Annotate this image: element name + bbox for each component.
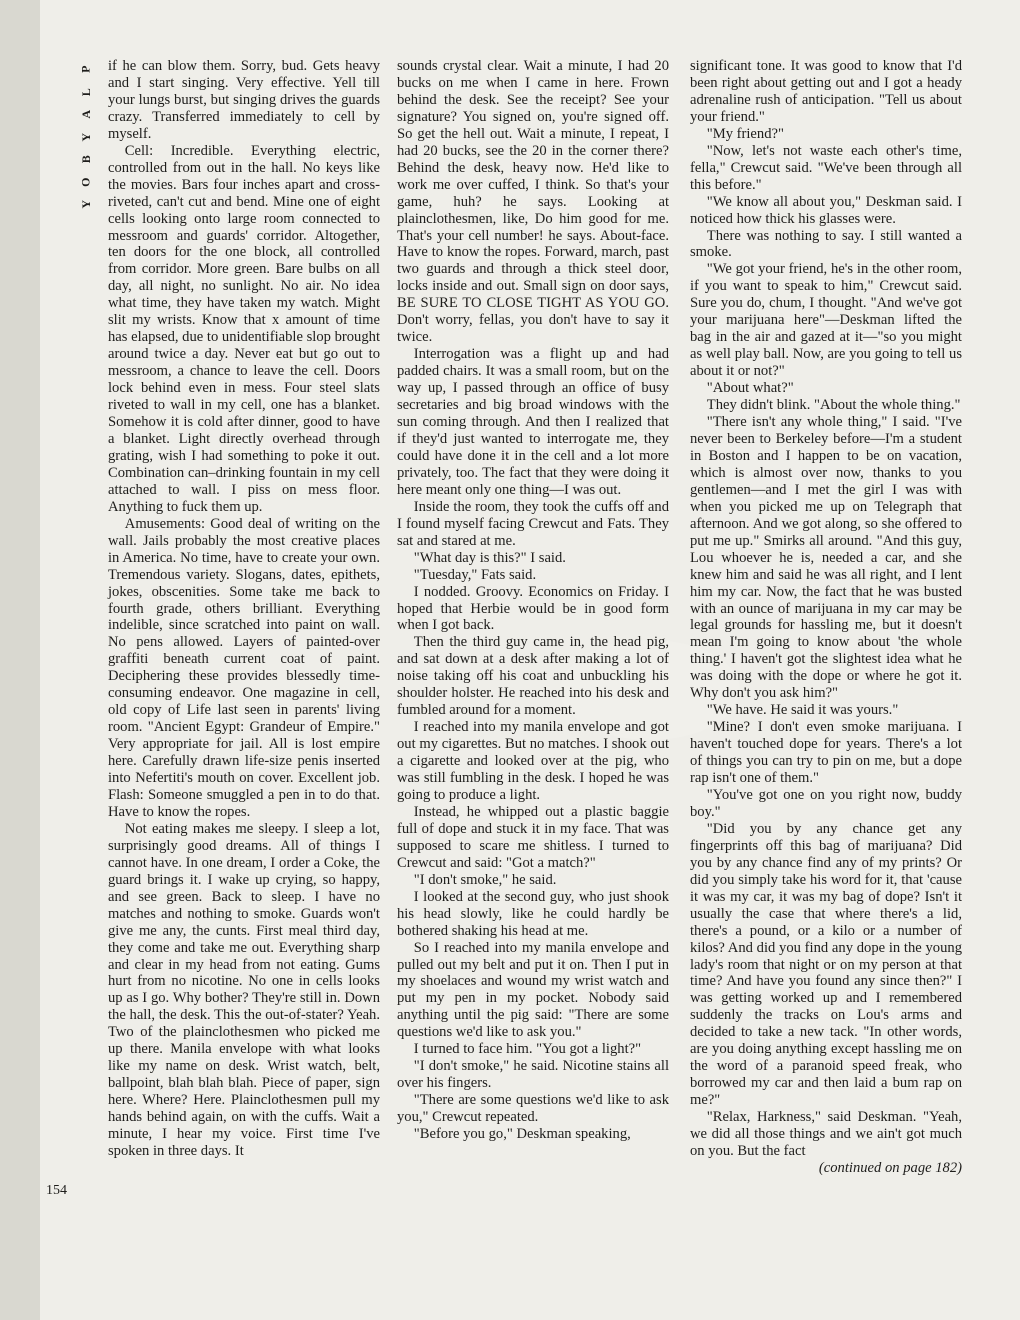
text-column-1 [108, 58, 380, 1160]
paragraph: significant tone. It was good to know that I'd been right about getting out and I got a heady adrenaline rush of anticipation. "Tell us about your friend." [690, 58, 962, 125]
paragraph: "I don't smoke," he said. Nicotine stains all over his fingers. [397, 1058, 669, 1092]
running-head-letter: L [78, 87, 93, 96]
paragraph: There was nothing to say. I still wanted a smoke. [690, 227, 962, 261]
paragraph: "Did you by any chance get any fingerprints off this bag of marijuana? Did you by any chance find any of my prints? Or did you simply take his word for it, that 'cause it was my car, it was my bag of dope? Isn't it usually the case that where there's a lid, there's a pound, or a kilo or a number of kilos? And did you find any dope in the young lady's room that night or on my person at that time? And have you found any since then?" I was getting worked up and I remembered suddenly the tracks on Lou's arms and decided to take a new tack. "In other words, are you doing anything except hassling me on the word of a paranoid speed freak, who borrowed my car and then laid a bum rap on me?" [690, 820, 962, 1109]
running-head-letter: Y [78, 132, 93, 142]
paragraph: I looked at the second guy, who just shook his head slowly, like he could hardly be bothered shaking his head at me. [397, 888, 669, 939]
paragraph: sounds crystal clear. Wait a minute, I had 20 bucks on me when I came in here. Frown behind the desk. See the receipt? See your signature? You signed on, you're signed off. So get the hell out. Wait a minute, I repeat, I had 20 bucks, see the 20 in the corner there? Behind the desk, heavy now. He'd like to work me over cuffed, I think. So that's your game, huh? he says. Looking at plainclothesmen, like, Do him good for me. That's your cell number! he says. About-face. Have to know the ropes. Forward, march, past two guards and through a thick steel door, locks inside and out. Small sign on door says, BE SURE TO CLOSE TIGHT AS YOU GO. Don't worry, fellas, you don't have to say it twice. [397, 58, 669, 346]
continued-line: (continued on page 182) [818, 1159, 962, 1176]
paragraph: "Now, let's not waste each other's time, fella," Crewcut said. "We've been through all this before." [690, 142, 962, 193]
paragraph: "There isn't any whole thing," I said. "I've never been to Berkeley before—I'm a student in Boston and I happen to be on vacation, which is almost over now, thanks to you gentlemen—and I met the girl I was with when you picked me up on Telegraph that afternoon. And we got along, so she offered to put me up." Smirks all around. "And this guy, Lou whoever he is, needed a car, and she knew him and said he was all right, and I lent him my car. Now, the fact that he was busted with an ounce of marijuana in my car may be legal grounds for hassling me, but it doesn't mean I'm going to know about 'the whole thing.' I haven't got the slightest idea what he was doing with the dope or where he got it. Why don't you ask him?" [690, 414, 962, 702]
paragraph: "About what?" [706, 380, 794, 397]
paragraph: I turned to face him. "You got a light?" [413, 1041, 642, 1058]
paragraph: "There are some questions we'd like to ask you," Crewcut repeated. [397, 1092, 669, 1126]
paragraph: "Relax, Harkness," said Deskman. "Yeah, we did all those things and we ain't got much on you. But the fact [690, 1109, 962, 1159]
paragraph: "Mine? I don't even smoke marijuana. I haven't touched dope for years. There's a lot of things you can try to pin on me, but a dope rap isn't one of them." [690, 719, 962, 787]
paragraph: "Before you go," Deskman speaking, [413, 1126, 631, 1143]
paragraph: Not eating makes me sleepy. I sleep a lot, surprisingly good dreams. All of things I cannot have. In one dream, I order a Coke, the guard brings it. I wake up crying, so happy, and see green. Back to sleep. I have no matches and nothing to smoke. Guards won't give me any, the cunts. First meal third day, they come and take me out. Everything sharp and clear in my head from not eating. Gums hurt from no nicotine. No one in cells looks up as I go. Why bother? They're still in. Down the hall, the desk. This the out-of-stater? Yeah. Two of the plainclothesmen who picked me up there. Manila envelope with what looks like my name on desk. Wrist watch, belt, ballpoint, blah blah blah. Piece of paper, sign here. Where? Here. Plainclothesmen pull my hands behind again, on with the cuffs. Wait a minute, I hear my voice. First time I've spoken in three days. It [108, 820, 380, 1159]
running-head-letter: Y [78, 199, 93, 209]
paragraph: "I don't smoke," he said. [413, 871, 557, 888]
running-head-letter: O [78, 177, 93, 187]
running-head-playboy [74, 58, 98, 216]
paragraph: "You've got one on you right now, buddy boy." [690, 786, 962, 820]
paragraph: Then the third guy came in, the head pig, and sat down at a desk after making a lot of noise taking off his coat and unbuckling his shoulder holster. He reached into his desk and fumbled around for a moment. [397, 634, 669, 719]
text-column-2 [397, 58, 669, 1143]
paragraph: I reached into my manila envelope and got out my cigarettes. But no matches. I shook out a cigarette and looked over at the pig, who was still fumbling in the desk. I hoped he was going to produce a light. [397, 719, 669, 803]
paragraph: They didn't blink. "About the whole thing." [706, 397, 961, 414]
page-gutter [0, 0, 40, 1320]
paragraph: "What day is this?" I said. [413, 549, 566, 566]
paragraph: "We have. He said it was yours." [706, 702, 899, 719]
paragraph: So I reached into my manila envelope and pulled out my belt and put it on. Then I put in my shoelaces and wound my wrist watch and put my pen in my pocket. Nobody said anything until the pig said: "There are some questions we'd like to ask you." [397, 939, 669, 1041]
running-head-letter: B [78, 155, 93, 164]
paragraph: I nodded. Groovy. Economics on Friday. I hoped that Herbie would be in good form when I got back. [397, 583, 669, 634]
page-number: 154 [46, 1183, 67, 1198]
paragraph: Instead, he whipped out a plastic baggie full of dope and stuck it in my face. That was supposed to scare me shitless. I turned to Crewcut and said: "Got a match?" [397, 803, 669, 871]
paragraph: "My friend?" [706, 125, 784, 142]
paragraph: "We know all about you," Deskman said. I noticed how thick his glasses were. [690, 193, 962, 227]
paragraph: Cell: Incredible. Everything electric, controlled from out in the hall. No keys like the movies. Bars four inches apart and cross-riveted, can't cut and bend. Mine one of eight cells looking onto large room connected to messroom and guards' corridor. Altogether, ten doors for the one block, all controlled from corridor. More green. Bare bulbs on all day, all night, no sunlight. No air. No idea what time, they have taken my watch. Might slit my wrists. Know that x amount of time has elapsed, due to unidentifiable slop brought around twice a day. Never eat but go out to messroom, a chance to leave the cell. Doors lock behind even in mess. Four steel slats riveted to wall in my cell, one has a blanket. Somehow it is cold after dinner, good to have a blanket. Light directly overhead through grating, wish I had something to poke it out. Combination can–drinking fountain in my cell attached to wall. I piss on mess floor. Anything to fuck them up. [108, 142, 380, 515]
paragraph: Amusements: Good deal of writing on the wall. Jails probably the most creative places in America. No time, have to create your own. Tremendous variety. Slogans, dates, epithets, jokes, obscenities. Some take me back to fourth grade, others brilliant. Everything indelible, since scratched into paint on wall. No pens allowed. Layers of painted-over graffiti beneath current coat of paint. Deciphering these provides blessedly time-consuming endeavor. One magazine in cell, old copy of Life last seen in parents' living room. "Ancient Egypt: Grandeur of Empire." Very appropriate for jail. All is lost empire here. Carefully drawn life-size penis inserted into Nefertiti's mouth on cover. Excellent job. Flash: Someone smuggled a pen in to do that. Have to know the ropes. [108, 515, 380, 820]
text-column-3 [690, 58, 962, 1177]
paragraph: "Tuesday," Fats said. [413, 566, 537, 583]
paragraph: Interrogation was a flight up and had padded chairs. It was a small room, but on the way up, I passed through an office of busy secretaries and big broad windows with the sun coming through. And then I realized that if they'd just wanted to interrogate me, they could have done it in the cell and a lot more privately, too. The fact that they were doing it here meant only one thing—I was out. [397, 346, 669, 498]
running-head-letter: A [78, 109, 93, 119]
paragraph: "We got your friend, he's in the other room, if you want to speak to him," Crewcut said. Sure you do, chum, I thought. "And we've got your marijuana here"—Deskman lifted the bag in the air and gazed at it—"so you might as well play ball. Now, are you going to tell us about it or not?" [690, 261, 962, 380]
paragraph: Inside the room, they took the cuffs off and I found myself facing Crewcut and Fats. They sat and stared at me. [397, 498, 669, 549]
running-head-letter: P [78, 65, 93, 73]
paragraph: if he can blow them. Sorry, bud. Gets heavy and I start singing. Very effective. Yell till your lungs burst, but singing drives the guards crazy. Transferred immediately to cell by myself. [108, 58, 380, 142]
